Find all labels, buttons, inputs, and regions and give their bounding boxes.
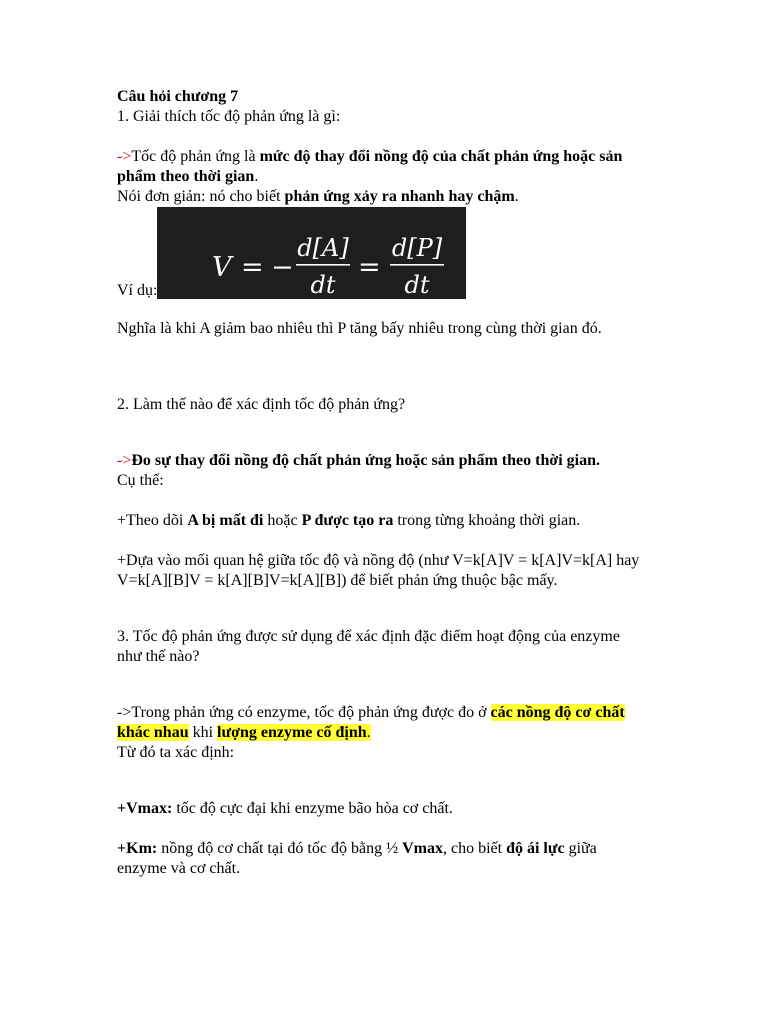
formula-num-2: d[P] [392, 234, 443, 262]
formula-minus: − [271, 252, 295, 283]
answer-3-end: . [366, 724, 371, 741]
answer-3 [117, 703, 647, 743]
document-page [117, 87, 647, 879]
rate-formula [157, 207, 466, 299]
formula-v: V [212, 252, 232, 283]
formula-num-1: d[A] [297, 234, 350, 262]
simple-text: Nói đơn giản: nó cho biết [117, 188, 285, 205]
answer-2-bold: Đo sự thay đổi nồng độ chất phản ứng hoặc sản phẩm theo thời gian. [131, 452, 600, 469]
answer-3-text: ->Trong phản ứng có enzyme, tốc độ phản ứng được đo ở [117, 704, 491, 721]
answer-1-end: . [254, 168, 259, 185]
formula-den-2: dt [404, 271, 430, 299]
highlight-enzyme: lượng enzyme cố định [217, 724, 367, 741]
meaning-text: Nghĩa là khi A giảm bao nhiêu thì P tăng bấy nhiêu trong cùng thời gian đó. [117, 320, 602, 337]
arrow-marker: -> [117, 452, 132, 469]
km-mid: , cho biết [442, 840, 507, 857]
vmax-text: tốc độ cực đại khi enzyme bão hòa cơ chất. [172, 800, 453, 817]
question-1: 1. Giải thích tốc độ phản ứng là gì: [117, 108, 341, 125]
from-label: Từ đó ta xác định: [117, 744, 235, 761]
question-2: 2. Làm thế nào để xác định tốc độ phản ứng? [117, 396, 406, 413]
km-vmax: Vmax [402, 840, 443, 857]
example-row [117, 207, 647, 299]
formula-eq-2: = [358, 252, 382, 283]
simple-explanation [117, 187, 647, 207]
item-1-mid: hoặc [263, 512, 302, 529]
simple-bold: phản ứng xảy ra nhanh hay chậm [284, 188, 515, 205]
km-end: giữa enzyme và cơ chất. [117, 840, 597, 877]
rate-formula-image [157, 207, 466, 299]
km-text: nồng độ cơ chất tại đó tốc độ bằng ½ [157, 840, 403, 857]
highlight-substrate: các nồng độ cơ chất khác nhau [117, 704, 625, 741]
item-1-end: trong từng khoảng thời gian. [393, 512, 581, 529]
item-1-text: +Theo dõi [117, 512, 188, 529]
example-label: Ví dụ: [117, 282, 158, 299]
km-item [117, 839, 647, 879]
item-1-bold-a: A bị mất đi [187, 512, 264, 529]
item-1-bold-p: P được tạo ra [301, 512, 394, 529]
vmax-item [117, 799, 647, 819]
vmax-label: +Vmax: [117, 800, 173, 817]
answer-1-text: Tốc độ phản ứng là [131, 148, 260, 165]
formula-den-1: dt [310, 271, 336, 299]
answer-1-bold: mức độ thay đổi nồng độ của chất phản ứng hoặc sản phẩm theo thời gian [117, 148, 623, 185]
answer-1 [117, 147, 647, 187]
fraction-bar-2 [390, 264, 444, 266]
list-item: +Dựa vào mối quan hệ giữa tốc độ và nồng độ (như V=k[A]V = k[A]V=k[A] hay V=k[A][B]V = k[A][B]V=k[A][B]) để biết phản ứng thuộc bậc mấy. [117, 552, 640, 589]
formula-eq-1: = [241, 252, 265, 283]
list-item [117, 511, 647, 531]
specific-label: Cụ thể: [117, 472, 164, 489]
question-3: 3. Tốc độ phản ứng được sử dụng để xác định đặc điểm hoạt động của enzyme như thế nào? [117, 628, 620, 665]
answer-2 [117, 451, 647, 471]
fraction-bar-1 [296, 264, 350, 266]
arrow-marker: -> [117, 148, 132, 165]
simple-end: . [514, 188, 519, 205]
page-title: Câu hỏi chương 7 [117, 88, 239, 105]
km-label: +Km: [117, 840, 158, 857]
km-affinity: độ ái lực [506, 840, 565, 857]
answer-3-mid: khi [188, 724, 218, 741]
